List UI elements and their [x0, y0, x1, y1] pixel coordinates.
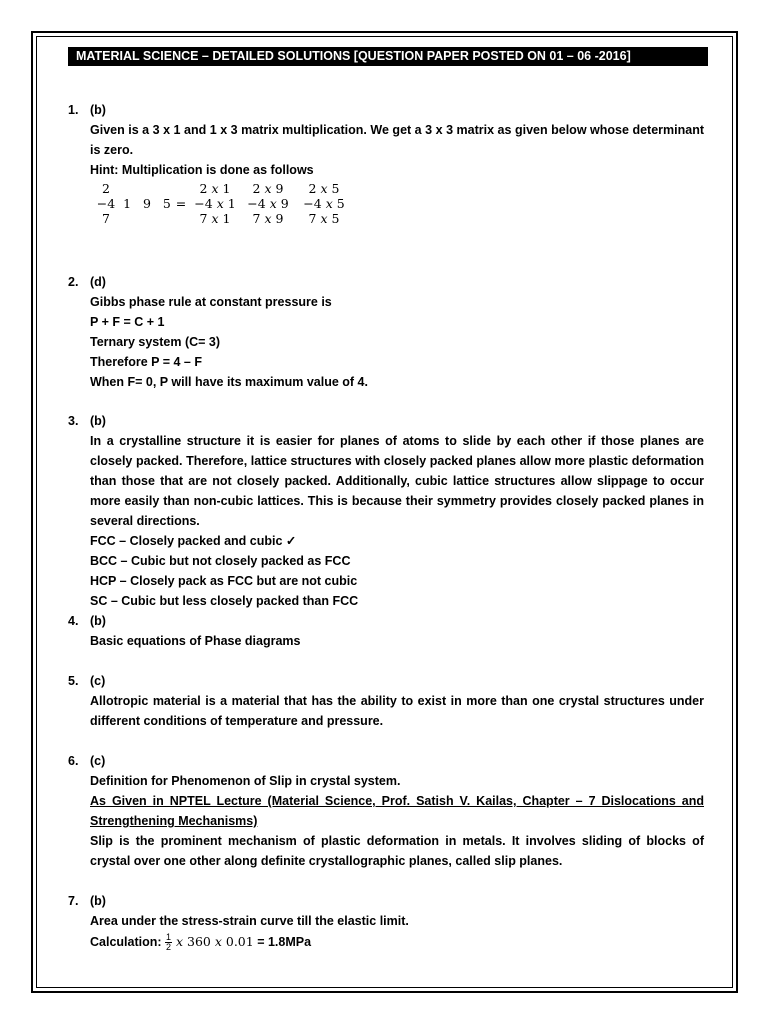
text-line: Definition for Phenomenon of Slip in crystal system.	[90, 774, 401, 788]
question-5	[68, 671, 704, 731]
answer-option: (b)	[90, 614, 106, 628]
question-number: 2.	[68, 275, 79, 289]
result-cell: −4 𝑥 5	[303, 196, 345, 211]
result-cell: −4 𝑥 1	[194, 196, 236, 211]
answer-option: (b)	[90, 894, 106, 908]
paragraph: Slip is the prominent mechanism of plastic deformation in metals. It involves sliding of blocks of crystal over one other along definite crystallographic planes, called slip planes.	[90, 834, 704, 868]
question-7	[68, 891, 704, 952]
question-number: 3.	[68, 414, 79, 428]
question-number: 7.	[68, 894, 79, 908]
calculation-line	[90, 932, 704, 952]
answer-option: (c)	[90, 754, 106, 768]
answer-option: (d)	[90, 275, 106, 289]
equals-sign: =	[175, 196, 187, 211]
equation-line: P + F = C + 1	[90, 315, 165, 329]
list-item: SC – Cubic but less closely packed than FCC	[90, 594, 359, 608]
result-cell: 7 𝑥 9	[252, 211, 284, 226]
result-cell: 7 𝑥 5	[308, 211, 340, 226]
result-cell: −4 𝑥 9	[247, 196, 289, 211]
question-1	[68, 100, 704, 226]
question-3	[68, 411, 704, 611]
paragraph: Allotropic material is a material that has the ability to exist in more than one crystal structures under different conditions of temperature and pressure.	[90, 694, 704, 728]
answer-option: (c)	[90, 674, 106, 688]
question-2	[68, 272, 704, 392]
row-vector: 1 9 5	[123, 196, 171, 211]
text-line: Therefore P = 4 – F	[90, 355, 202, 369]
question-1-hint: Hint: Multiplication is done as follows	[90, 163, 314, 177]
question-number: 5.	[68, 674, 79, 688]
text-line: Gibbs phase rule at constant pressure is	[90, 295, 332, 309]
calculation-expression: 𝑥 360 𝑥 0.01	[172, 934, 254, 949]
column-vector-cell: 7	[102, 211, 110, 226]
calculation-result: = 1.8MPa	[253, 935, 312, 949]
question-4	[68, 611, 704, 651]
page-title-banner: MATERIAL SCIENCE – DETAILED SOLUTIONS [QUESTION PAPER POSTED ON 01 – 06 -2016]	[68, 47, 708, 66]
fraction-denominator: 2	[166, 942, 172, 953]
question-number: 6.	[68, 754, 79, 768]
list-item: BCC – Cubic but not closely packed as FCC	[90, 554, 351, 568]
question-number: 4.	[68, 614, 79, 628]
matrix-multiplication	[90, 181, 352, 226]
reference-citation: As Given in NPTEL Lecture (Material Science, Prof. Satish V. Kailas, Chapter – 7 Dislocations and Strengthening Mechanisms)	[90, 794, 704, 828]
list-item: FCC – Closely packed and cubic ✓	[90, 534, 297, 548]
fraction-numerator: 1	[166, 932, 172, 943]
text-line: Area under the stress-strain curve till the elastic limit.	[90, 914, 409, 928]
question-number: 1.	[68, 103, 79, 117]
question-6	[68, 751, 704, 871]
fraction	[165, 933, 172, 952]
text-line: When F= 0, P will have its maximum value of 4.	[90, 375, 368, 389]
list-item: HCP – Closely pack as FCC but are not cubic	[90, 574, 358, 588]
result-cell: 2 𝑥 5	[308, 181, 340, 196]
paragraph: In a crystalline structure it is easier for planes of atoms to slide by each other if those planes are closely packed. Therefore, lattice structures with closely packed planes allow more plastic deformation than those that are not closely packed. Additionally, cubic lattice structures allow slippage to occur more easily than non-cubic lattices. This is because their symmetry provides closely packed planes in several directions.	[90, 434, 704, 528]
column-vector-cell: −4	[96, 196, 116, 211]
answer-option: (b)	[90, 414, 106, 428]
result-cell: 2 𝑥 9	[252, 181, 284, 196]
text-line: Ternary system (C= 3)	[90, 335, 221, 349]
text-line: Basic equations of Phase diagrams	[90, 634, 301, 648]
column-vector-cell: 2	[102, 181, 110, 196]
question-1-text: Given is a 3 x 1 and 1 x 3 matrix multiplication. We get a 3 x 3 matrix as given below whose determinant is zero.	[90, 123, 704, 157]
result-cell: 7 𝑥 1	[199, 211, 231, 226]
calculation-label: Calculation:	[90, 935, 166, 949]
answer-option: (b)	[90, 103, 106, 117]
result-cell: 2 𝑥 1	[199, 181, 231, 196]
